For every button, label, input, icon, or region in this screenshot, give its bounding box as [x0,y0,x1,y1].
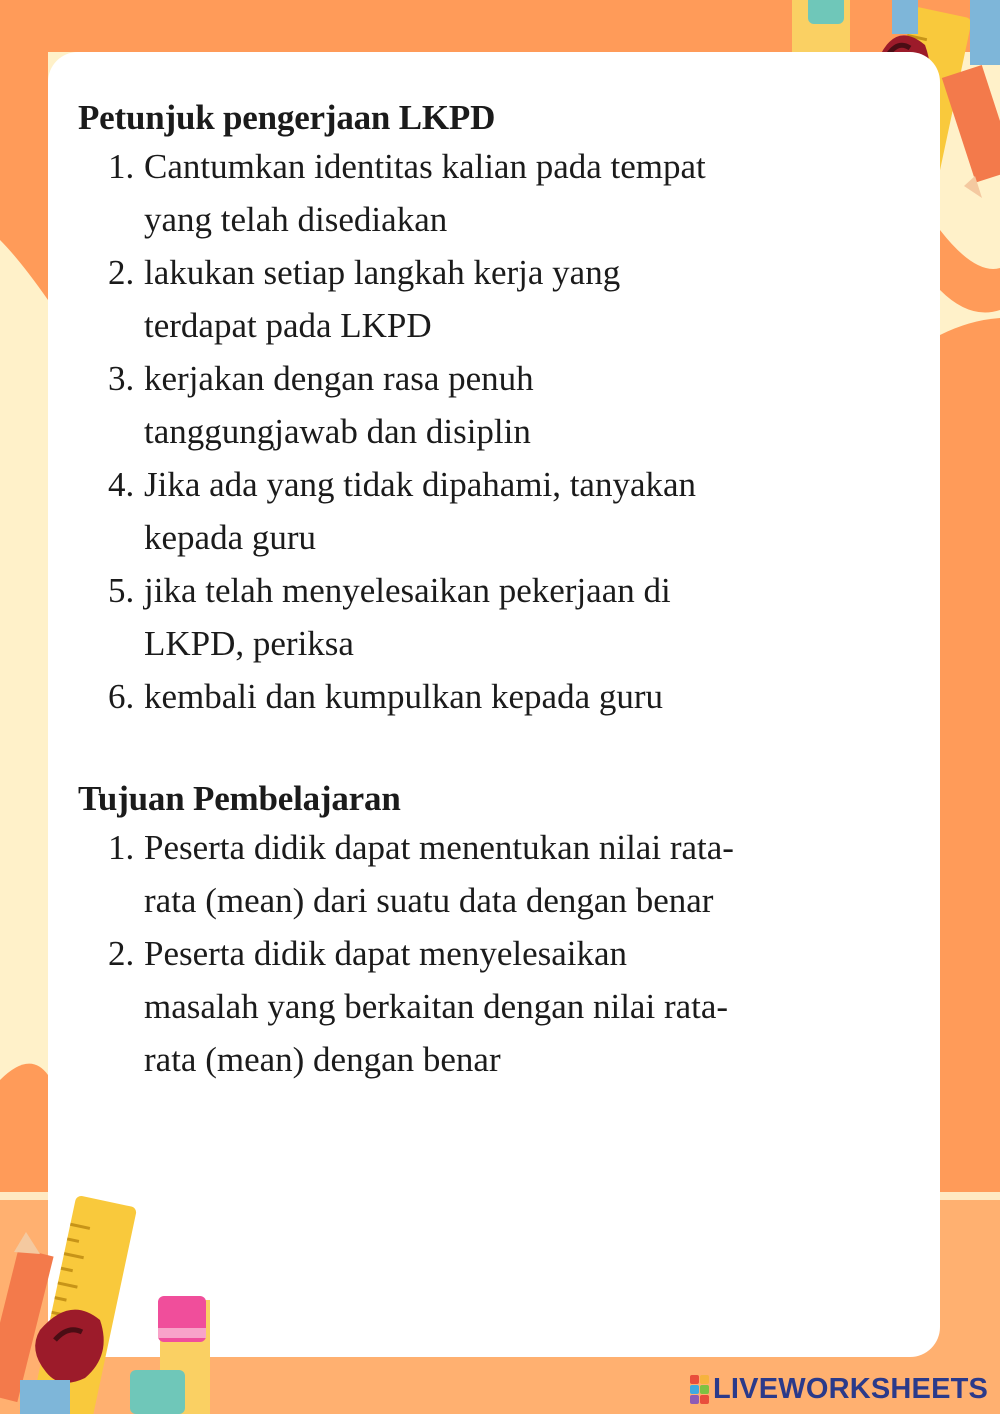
objectives-heading: Tujuan Pembelajaran [78,779,401,818]
list-item: 5. jika telah menyelesaikan pekerjaan di LKPD, periksa [108,571,671,663]
liveworksheets-logo-icon [690,1375,709,1404]
instructions-section [78,96,878,723]
liveworksheets-watermark[interactable] [690,1371,988,1407]
list-item: 1. Peserta didik dapat menentukan nilai rata- rata (mean) dari suatu data dengan benar [108,828,734,920]
watermark-text: LIVEWORKSHEETS [713,1372,989,1405]
instructions-heading: Petunjuk pengerjaan LKPD [78,98,496,137]
list-item: 3. kerjakan dengan rasa penuh tanggungjawab dan disiplin [108,359,534,451]
list-item: 6. kembali dan kumpulkan kepada guru [108,677,664,716]
worksheet-content [78,96,878,1086]
list-item: 4. Jika ada yang tidak dipahami, tanyakan kepada guru [108,465,697,557]
list-item: 1. Cantumkan identitas kalian pada tempat yang telah disediakan [108,147,706,239]
instructions-list [78,140,878,723]
objectives-list [78,821,878,1086]
list-item: 2. lakukan setiap langkah kerja yang terdapat pada LKPD [108,253,621,345]
eraser-icon [130,1296,210,1414]
pencil-icon [942,65,1000,198]
list-item: 2. Peserta didik dapat menyelesaikan masalah yang berkaitan dengan nilai rata- rata (mean) dengan benar [108,934,729,1079]
stationery-bottom-left-decoration [0,1190,240,1414]
objectives-section [78,777,878,1086]
